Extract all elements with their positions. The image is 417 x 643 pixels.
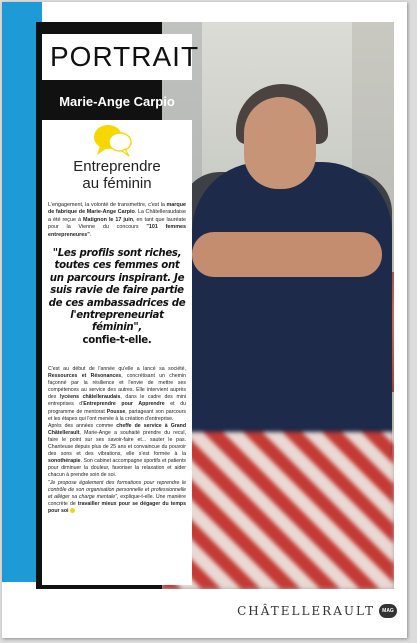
pull-quote xyxy=(48,248,186,347)
photo-crossed-arms xyxy=(192,232,382,277)
body-paragraph xyxy=(48,366,186,423)
body-text: , Marie-Ange a souhaité prendre du recul, faire le point sur ses savoir-faire et... sauter le pas. Chanteuse depuis plus de 25 ans et convaincue du pouvoir des sons et des vibrations, elle s'est formée à la xyxy=(48,429,186,458)
intro-paragraph xyxy=(48,202,186,239)
page-number-badge: MAG xyxy=(379,604,397,618)
body-text: , dans le cadre des mini entreprises d' xyxy=(48,394,186,408)
body-bold: sonothérapie xyxy=(48,458,81,465)
body-bold: cheffe de service à Grand Châtellerault xyxy=(48,422,186,436)
body-bold: Entreprendre pour Apprendre xyxy=(83,401,165,408)
end-mark-icon xyxy=(70,508,75,513)
magazine-page xyxy=(2,2,407,638)
body-paragraph xyxy=(48,480,186,515)
speech-bubbles-icon xyxy=(92,122,134,158)
body-italic: "Je propose également des formations pour reprendre le contrôle de son organisation personnelle et professionnelle et alléger sa charge mentale", xyxy=(48,479,186,500)
intro-text: , en tant que lauréate pour la Vienne du concours xyxy=(48,216,186,231)
pull-quote-text: "Les profils sont riches, toutes ces femmes ont un parcours inspirant. Je suis ravie de faire partie de ces ambassadrices de l'entrepreneuriat féminin", xyxy=(48,248,186,334)
photo-face xyxy=(244,97,316,189)
body-text: Après des années comme xyxy=(48,422,117,429)
intro-text: . xyxy=(89,231,92,238)
subtitle-line-2: au féminin xyxy=(82,175,152,192)
person-name: Marie-Ange Carpio xyxy=(59,94,175,109)
body-bold: lycéens châtelleraudais xyxy=(59,394,121,401)
body-text: et du programme de mentorat xyxy=(48,401,186,415)
pull-quote-attribution: confie-t-elle. xyxy=(82,334,152,346)
body-text: , partageant son parcours et les étapes qui l'ont menée à la création d'entreprise. xyxy=(48,408,186,422)
intro-bold: marque de fabrique de Marie-Ange Carpio xyxy=(48,202,186,216)
body-bold: travailler mieux pour se dégager du temps pour soi xyxy=(48,500,186,514)
photo-torso xyxy=(192,162,392,462)
subtitle-line-1: Entreprendre xyxy=(73,158,161,175)
intro-bold: "101 femmes entrepreneures" xyxy=(48,224,186,238)
photo-table xyxy=(162,432,394,589)
intro-text: L'engagement, la volonté de transmettre, c'est la xyxy=(48,202,167,208)
body-text: explique-t-elle. Une manière concrète de xyxy=(48,493,186,507)
intro-text: . La Châtelleraudaise a été reçue à xyxy=(48,209,187,223)
body-text: . Son cabinet accompagne sportifs et patients pour diminuer la douleur, favoriser la relaxation et aider chacun à prendre soin de soi. xyxy=(48,458,186,479)
article-subtitle xyxy=(48,158,186,192)
body-text: C'est au début de l'année qu'elle a lancé sa société, xyxy=(48,366,186,372)
intro-bold: Matignon le 17 juin xyxy=(82,216,134,223)
body-text: , concrétisant un chemin façonné par la résilience et l'envie de mettre ses compétences au service des autres. Elle intervient auprès des xyxy=(48,373,186,401)
body-bold: Pousse xyxy=(106,408,126,415)
body-bold: Ressources et Résonances xyxy=(48,373,122,380)
portrait-photo xyxy=(162,22,394,589)
section-title: PORTRAIT xyxy=(42,34,192,80)
page-footer xyxy=(2,592,407,638)
footer-city: CHÂTELLERAULT xyxy=(237,604,375,618)
article-body xyxy=(48,366,186,515)
body-paragraph xyxy=(48,423,186,480)
article-column xyxy=(42,120,192,585)
